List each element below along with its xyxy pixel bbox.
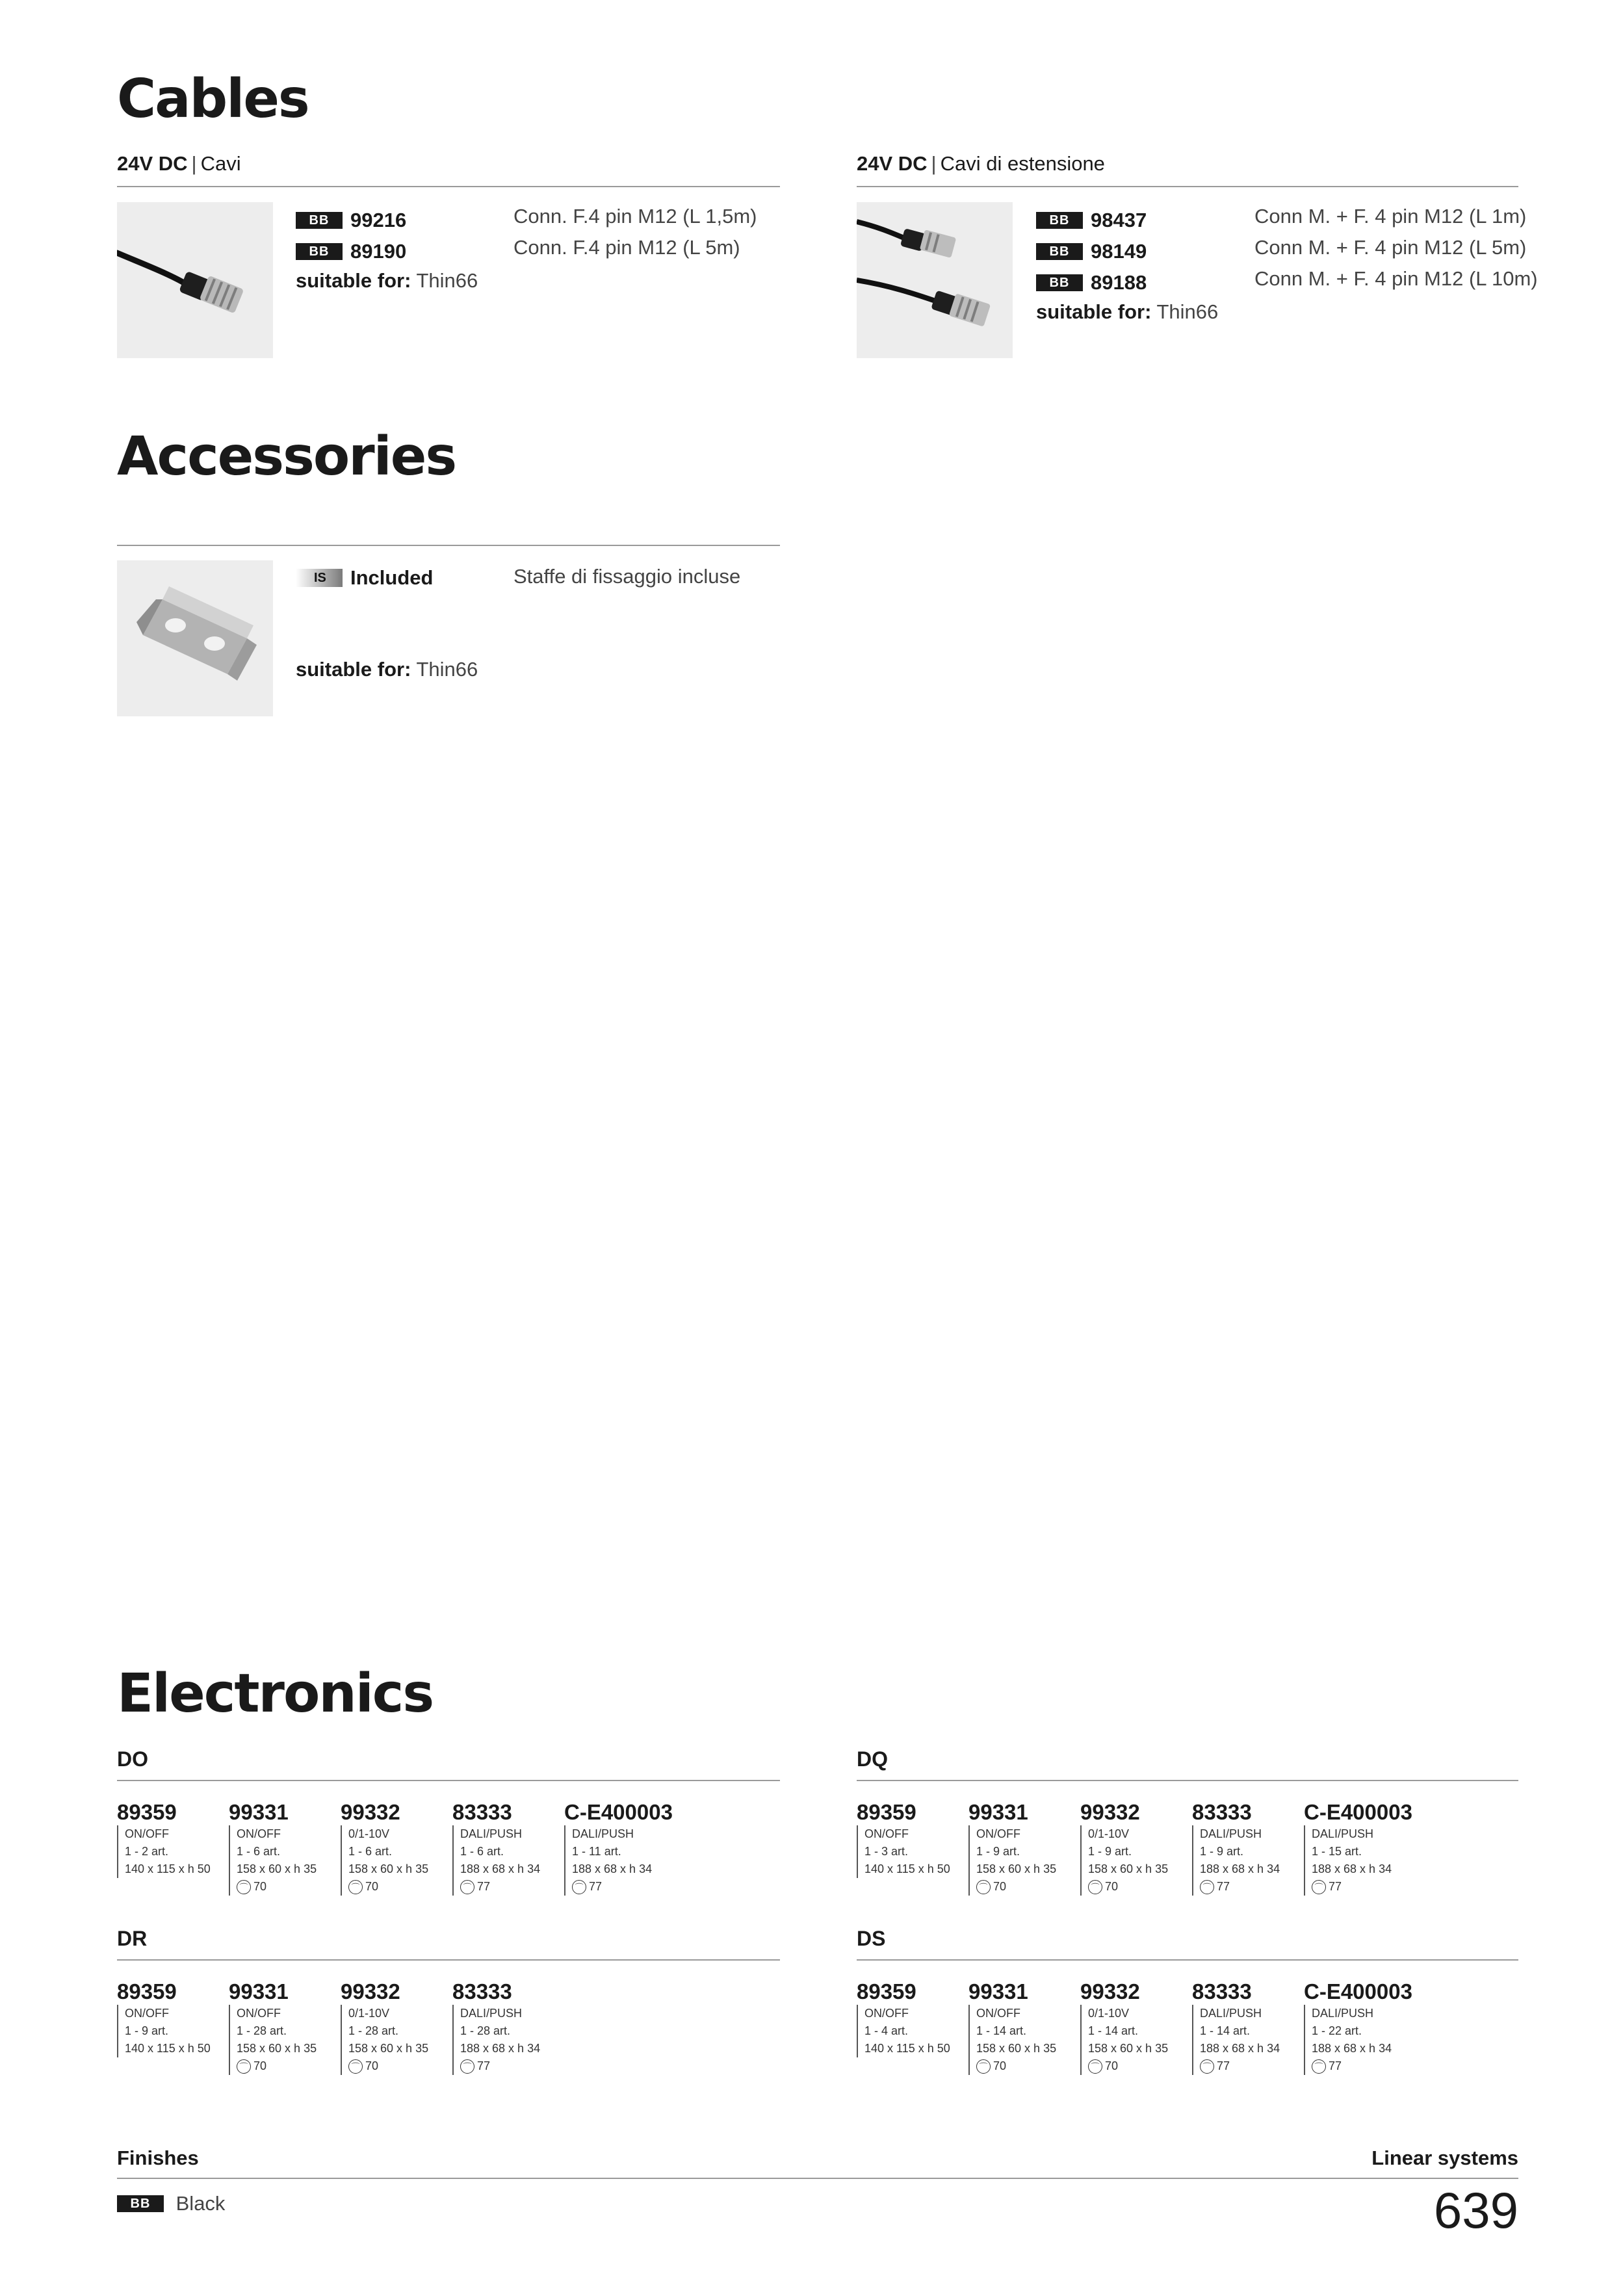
extension-cable-icon xyxy=(857,202,1013,358)
footer-divider xyxy=(117,2178,1518,2179)
section-divider xyxy=(117,186,780,187)
driver-type: DALI/PUSH xyxy=(1312,2007,1374,2020)
driver-item xyxy=(117,1980,227,2057)
catalog-ref-icon: ⌒ xyxy=(1200,1880,1214,1894)
finishes-label: Finishes xyxy=(117,2146,199,2169)
catalog-ref-icon: ⌒ xyxy=(348,2059,363,2074)
finish-badge: BB xyxy=(1036,243,1083,260)
catalog-ref: 70 xyxy=(253,2059,267,2072)
catalog-ref: 70 xyxy=(365,1880,379,1893)
driver-type: ON/OFF xyxy=(237,1827,281,1840)
suitable-label: suitable for: xyxy=(1036,300,1152,323)
driver-icon-row xyxy=(1088,1878,1191,1896)
driver-dimensions: 158 x 60 x h 35 xyxy=(1088,2042,1169,2055)
driver-row xyxy=(857,1801,1518,1898)
driver-specs xyxy=(857,2005,967,2057)
finish-badge: BB xyxy=(296,243,343,260)
driver-code: 99332 xyxy=(1080,1979,1140,2003)
catalog-ref: 70 xyxy=(253,1880,267,1893)
group-label: DS xyxy=(857,1927,886,1950)
driver-specs xyxy=(968,2005,1079,2075)
driver-articles: 1 - 14 art. xyxy=(1088,2024,1139,2037)
driver-dimensions: 188 x 68 x h 34 xyxy=(1200,2042,1280,2055)
cable-row xyxy=(1036,266,1147,298)
driver-icon-row xyxy=(460,2057,563,2075)
accessory-row xyxy=(296,561,433,594)
driver-dimensions: 188 x 68 x h 34 xyxy=(572,1862,653,1875)
group-label: DO xyxy=(117,1747,148,1771)
section-divider xyxy=(857,186,1518,187)
cable-connector-icon xyxy=(117,202,273,358)
driver-type: DALI/PUSH xyxy=(460,1827,523,1840)
extension-cable-image xyxy=(857,202,1013,358)
catalog-ref-icon: ⌒ xyxy=(1200,2059,1214,2074)
section-divider xyxy=(117,545,780,546)
driver-code: 99332 xyxy=(1080,1800,1140,1824)
suitable-label: suitable for: xyxy=(296,658,411,681)
driver-specs xyxy=(341,1825,451,1896)
driver-articles: 1 - 28 art. xyxy=(348,2024,399,2037)
driver-specs xyxy=(117,1825,227,1878)
catalog-ref: 77 xyxy=(589,1880,603,1893)
catalog-ref-icon: ⌒ xyxy=(1088,2059,1102,2074)
section-title-electronics: Electronics xyxy=(117,1663,434,1725)
suitable-label: suitable for: xyxy=(296,269,411,292)
driver-item xyxy=(1080,1980,1191,2075)
driver-code: 99332 xyxy=(341,1979,400,2003)
finish-badge: BB xyxy=(117,2195,164,2212)
driver-type: ON/OFF xyxy=(237,2007,281,2020)
driver-item xyxy=(1080,1801,1191,1896)
driver-row xyxy=(857,1980,1518,2078)
product-description: Conn. F.4 pin M12 (L 1,5m) xyxy=(513,205,757,228)
driver-specs xyxy=(117,2005,227,2057)
driver-code: 89359 xyxy=(857,1800,916,1824)
driver-code: 89359 xyxy=(117,1800,177,1824)
driver-icon-row xyxy=(976,1878,1079,1896)
catalog-ref: 77 xyxy=(1329,1880,1342,1893)
catalog-ref: 70 xyxy=(1105,1880,1119,1893)
driver-specs xyxy=(857,1825,967,1878)
cable-row xyxy=(1036,203,1147,236)
driver-specs xyxy=(229,1825,339,1896)
driver-item xyxy=(117,1801,227,1878)
driver-specs xyxy=(1192,1825,1303,1896)
driver-code: 99331 xyxy=(968,1979,1028,2003)
driver-code: 89359 xyxy=(857,1979,916,2003)
product-code: 89188 xyxy=(1091,270,1147,294)
driver-icon-row xyxy=(1088,2057,1191,2075)
voltage-label: 24V DC xyxy=(117,152,188,175)
driver-code: 99331 xyxy=(229,1979,289,2003)
catalog-ref-icon: ⌒ xyxy=(572,1880,586,1894)
finish-name: Black xyxy=(175,2191,226,2215)
catalog-ref-icon: ⌒ xyxy=(237,1880,251,1894)
driver-dimensions: 188 x 68 x h 34 xyxy=(1200,1862,1280,1875)
driver-icon-row xyxy=(1312,2057,1414,2075)
cables-left-header: 24V DC | Cavi xyxy=(117,152,241,175)
driver-dimensions: 188 x 68 x h 34 xyxy=(460,2042,541,2055)
driver-articles: 1 - 4 art. xyxy=(864,2024,909,2037)
driver-item xyxy=(1304,1980,1414,2075)
driver-type: DALI/PUSH xyxy=(1312,1827,1374,1840)
driver-articles: 1 - 22 art. xyxy=(1312,2024,1362,2037)
section-title-cables: Cables xyxy=(117,68,309,130)
catalog-ref: 77 xyxy=(1329,2059,1342,2072)
driver-item xyxy=(1304,1801,1414,1896)
driver-code: 83333 xyxy=(1192,1979,1252,2003)
catalog-ref-icon: ⌒ xyxy=(976,1880,991,1894)
product-code: 99216 xyxy=(350,208,407,231)
suitable-value: Thin66 xyxy=(416,269,478,292)
driver-dimensions: 158 x 60 x h 35 xyxy=(237,1862,317,1875)
bracket-image xyxy=(117,560,273,716)
cable-row xyxy=(1036,235,1147,267)
driver-row xyxy=(117,1801,780,1898)
driver-type: 0/1-10V xyxy=(348,1827,390,1840)
driver-type: ON/OFF xyxy=(125,2007,169,2020)
product-code: 89190 xyxy=(350,239,407,263)
section-divider xyxy=(117,1780,780,1781)
driver-dimensions: 140 x 115 x h 50 xyxy=(125,1862,211,1875)
product-description: Conn M. + F. 4 pin M12 (L 5m) xyxy=(1254,236,1527,259)
driver-dimensions: 158 x 60 x h 35 xyxy=(348,1862,429,1875)
cable-type-label: Cavi xyxy=(200,152,241,175)
section-divider xyxy=(857,1959,1518,1961)
driver-specs xyxy=(452,2005,563,2075)
catalog-ref: 70 xyxy=(993,2059,1007,2072)
driver-icon-row xyxy=(348,1878,451,1896)
section-divider xyxy=(117,1959,780,1961)
driver-code: 83333 xyxy=(1192,1800,1252,1824)
driver-icon-row xyxy=(460,1878,563,1896)
catalog-ref: 70 xyxy=(365,2059,379,2072)
driver-item xyxy=(968,1801,1079,1896)
driver-articles: 1 - 9 art. xyxy=(1200,1845,1244,1858)
finish-badge: IS xyxy=(296,569,343,587)
driver-item xyxy=(229,1801,339,1896)
suitable-for xyxy=(1036,296,1218,328)
driver-type: ON/OFF xyxy=(125,1827,169,1840)
finish-legend xyxy=(117,2189,225,2217)
finish-badge: BB xyxy=(296,212,343,229)
driver-articles: 1 - 28 art. xyxy=(460,2024,511,2037)
finish-badge: BB xyxy=(1036,274,1083,291)
driver-type: 0/1-10V xyxy=(1088,2007,1130,2020)
driver-icon-row xyxy=(572,1878,675,1896)
driver-specs xyxy=(1080,1825,1191,1896)
catalog-ref-icon: ⌒ xyxy=(237,2059,251,2074)
driver-dimensions: 188 x 68 x h 34 xyxy=(1312,1862,1392,1875)
driver-icon-row xyxy=(237,1878,339,1896)
driver-articles: 1 - 9 art. xyxy=(1088,1845,1132,1858)
group-label: DQ xyxy=(857,1747,888,1771)
section-title-accessories: Accessories xyxy=(117,426,456,488)
catalog-ref: 70 xyxy=(1105,2059,1119,2072)
driver-articles: 1 - 15 art. xyxy=(1312,1845,1362,1858)
driver-code: 83333 xyxy=(452,1800,512,1824)
driver-type: ON/OFF xyxy=(864,1827,909,1840)
driver-specs xyxy=(452,1825,563,1896)
driver-icon-row xyxy=(1200,1878,1303,1896)
catalog-ref: 77 xyxy=(1217,2059,1230,2072)
group-label: DR xyxy=(117,1927,148,1950)
product-code: 98437 xyxy=(1091,208,1147,231)
driver-type: DALI/PUSH xyxy=(572,1827,634,1840)
catalog-ref-icon: ⌒ xyxy=(1312,2059,1326,2074)
section-divider xyxy=(857,1780,1518,1781)
driver-type: DALI/PUSH xyxy=(1200,2007,1262,2020)
driver-code: C-E400003 xyxy=(1304,1800,1412,1824)
driver-item xyxy=(564,1801,675,1896)
product-description: Conn. F.4 pin M12 (L 5m) xyxy=(513,236,740,259)
driver-articles: 1 - 3 art. xyxy=(864,1845,909,1858)
cable-type-label: Cavi di estensione xyxy=(940,152,1105,175)
driver-dimensions: 140 x 115 x h 50 xyxy=(864,1862,950,1875)
driver-dimensions: 188 x 68 x h 34 xyxy=(460,1862,541,1875)
driver-articles: 1 - 9 art. xyxy=(125,2024,169,2037)
driver-specs xyxy=(229,2005,339,2075)
driver-item xyxy=(452,1980,563,2075)
driver-type: DALI/PUSH xyxy=(460,2007,523,2020)
driver-articles: 1 - 2 art. xyxy=(125,1845,169,1858)
driver-articles: 1 - 9 art. xyxy=(976,1845,1020,1858)
voltage-label: 24V DC xyxy=(857,152,928,175)
driver-dimensions: 140 x 115 x h 50 xyxy=(864,2042,950,2055)
cable-image xyxy=(117,202,273,358)
driver-articles: 1 - 6 art. xyxy=(237,1845,281,1858)
catalog-ref: 77 xyxy=(477,2059,491,2072)
driver-code: 89359 xyxy=(117,1979,177,2003)
driver-icon-row xyxy=(1312,1878,1414,1896)
driver-specs xyxy=(341,2005,451,2075)
mounting-bracket-icon xyxy=(117,560,273,716)
cables-right-header: 24V DC | Cavi di estensione xyxy=(857,152,1105,175)
catalog-ref-icon: ⌒ xyxy=(976,2059,991,2074)
driver-item xyxy=(229,1980,339,2075)
catalog-ref-icon: ⌒ xyxy=(1312,1880,1326,1894)
driver-type: ON/OFF xyxy=(976,1827,1020,1840)
driver-dimensions: 158 x 60 x h 35 xyxy=(1088,1862,1169,1875)
catalog-ref: 70 xyxy=(993,1880,1007,1893)
driver-type: DALI/PUSH xyxy=(1200,1827,1262,1840)
driver-type: 0/1-10V xyxy=(1088,1827,1130,1840)
product-code: Included xyxy=(350,566,434,589)
driver-articles: 1 - 6 art. xyxy=(348,1845,393,1858)
driver-icon-row xyxy=(1200,2057,1303,2075)
suitable-value: Thin66 xyxy=(1156,300,1219,323)
catalog-ref-icon: ⌒ xyxy=(460,1880,474,1894)
page-number: 639 xyxy=(1433,2182,1518,2239)
driver-articles: 1 - 28 art. xyxy=(237,2024,287,2037)
driver-specs xyxy=(968,1825,1079,1896)
driver-item xyxy=(341,1980,451,2075)
catalog-ref-icon: ⌒ xyxy=(348,1880,363,1894)
driver-icon-row xyxy=(976,2057,1079,2075)
suitable-for xyxy=(296,265,478,296)
driver-code: C-E400003 xyxy=(564,1800,673,1824)
driver-item xyxy=(857,1801,967,1878)
cable-row xyxy=(296,235,406,267)
driver-code: 99332 xyxy=(341,1800,400,1824)
driver-articles: 1 - 6 art. xyxy=(460,1845,504,1858)
section-label: Linear systems xyxy=(1371,2146,1518,2169)
driver-item xyxy=(968,1980,1079,2075)
driver-code: C-E400003 xyxy=(1304,1979,1412,2003)
driver-item xyxy=(1192,1980,1303,2075)
catalog-ref-icon: ⌒ xyxy=(1088,1880,1102,1894)
driver-icon-row xyxy=(348,2057,451,2075)
driver-row xyxy=(117,1980,780,2078)
driver-item xyxy=(452,1801,563,1896)
driver-articles: 1 - 11 art. xyxy=(572,1845,621,1858)
driver-type: ON/OFF xyxy=(976,2007,1020,2020)
driver-articles: 1 - 14 art. xyxy=(976,2024,1027,2037)
driver-code: 99331 xyxy=(968,1800,1028,1824)
product-description: Staffe di fissaggio incluse xyxy=(513,565,741,588)
driver-specs xyxy=(1304,1825,1414,1896)
driver-dimensions: 158 x 60 x h 35 xyxy=(348,2042,429,2055)
driver-item xyxy=(341,1801,451,1896)
driver-dimensions: 158 x 60 x h 35 xyxy=(237,2042,317,2055)
driver-articles: 1 - 14 art. xyxy=(1200,2024,1251,2037)
cable-row xyxy=(296,203,406,236)
driver-code: 83333 xyxy=(452,1979,512,2003)
driver-code: 99331 xyxy=(229,1800,289,1824)
driver-type: ON/OFF xyxy=(864,2007,909,2020)
catalog-ref-icon: ⌒ xyxy=(460,2059,474,2074)
driver-dimensions: 158 x 60 x h 35 xyxy=(976,2042,1057,2055)
driver-specs xyxy=(1080,2005,1191,2075)
finish-badge: BB xyxy=(1036,212,1083,229)
suitable-value: Thin66 xyxy=(416,658,478,681)
driver-icon-row xyxy=(237,2057,339,2075)
driver-dimensions: 140 x 115 x h 50 xyxy=(125,2042,211,2055)
driver-item xyxy=(1192,1801,1303,1896)
product-description: Conn M. + F. 4 pin M12 (L 10m) xyxy=(1254,267,1538,290)
catalog-ref: 77 xyxy=(1217,1880,1230,1893)
driver-specs xyxy=(1192,2005,1303,2075)
driver-type: 0/1-10V xyxy=(348,2007,390,2020)
driver-specs xyxy=(564,1825,675,1896)
driver-item xyxy=(857,1980,967,2057)
driver-dimensions: 188 x 68 x h 34 xyxy=(1312,2042,1392,2055)
driver-dimensions: 158 x 60 x h 35 xyxy=(976,1862,1057,1875)
driver-specs xyxy=(1304,2005,1414,2075)
product-description: Conn M. + F. 4 pin M12 (L 1m) xyxy=(1254,205,1527,228)
catalog-ref: 77 xyxy=(477,1880,491,1893)
suitable-for xyxy=(296,654,478,685)
product-code: 98149 xyxy=(1091,239,1147,263)
